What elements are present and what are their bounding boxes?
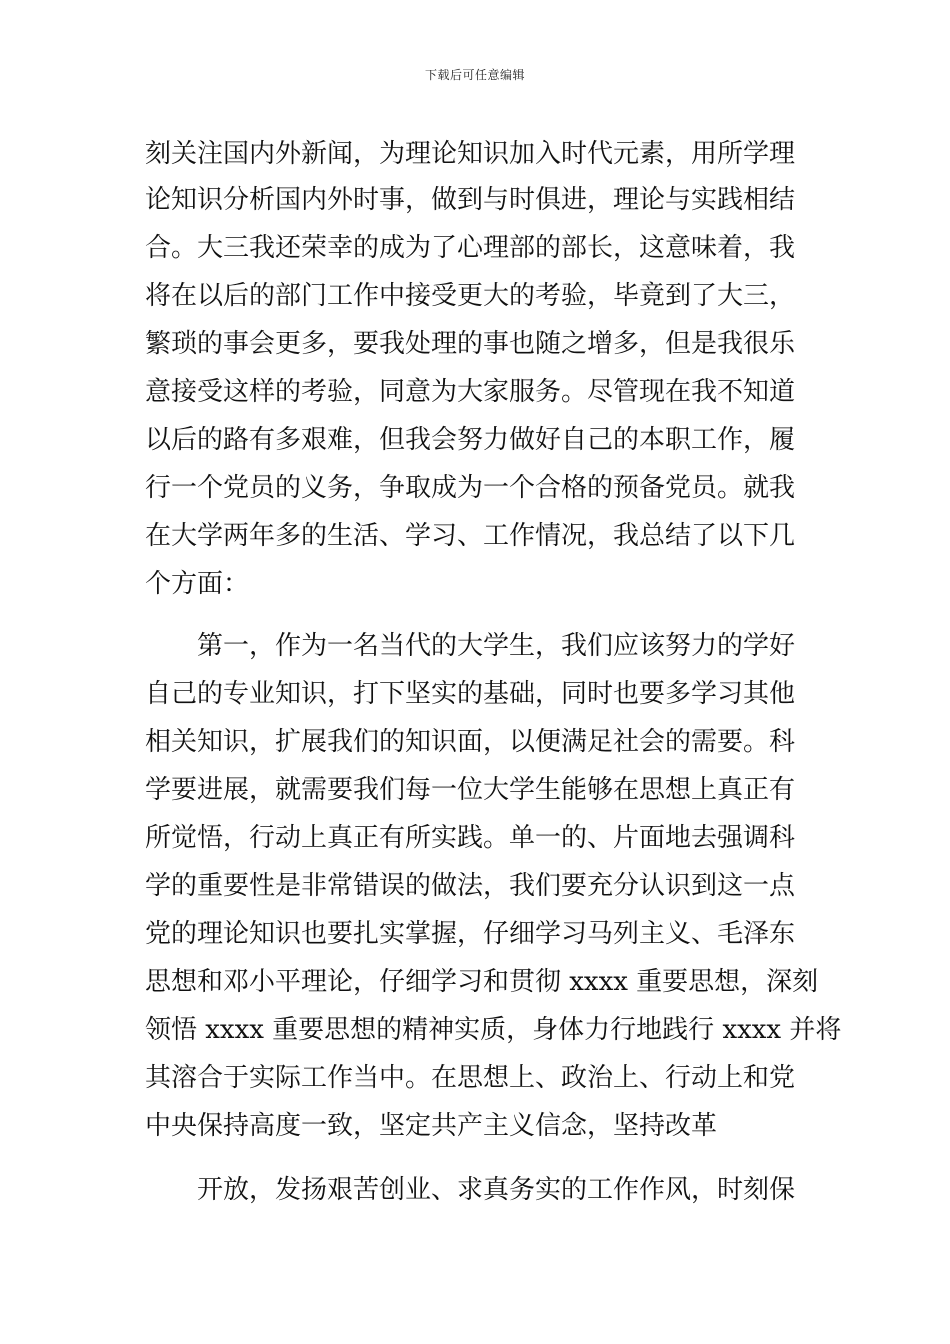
text-line: 论知识分析国内外时事，做到与时俱进，理论与实践相结 <box>145 185 796 215</box>
text-line: 思想和邓小平理论，仔细学习和贯彻 xxxx 重要思想，深刻 <box>145 967 819 997</box>
text-line: 中央保持高度一致，坚定共产主义信念，坚持改革 <box>145 1111 718 1141</box>
text-line: 繁琐的事会更多，要我处理的事也随之增多，但是我很乐 <box>145 329 796 359</box>
text-line: 相关知识，扩展我们的知识面，以便满足社会的需要。科 <box>145 727 796 757</box>
text-line: 以后的路有多艰难，但我会努力做好自己的本职工作，履 <box>145 425 796 455</box>
page-header-note: 下载后可任意编辑 <box>424 68 525 82</box>
text-line: 第一，作为一名当代的大学生，我们应该努力的学好 <box>197 631 796 661</box>
text-line: 学要进展，就需要我们每一位大学生能够在思想上真正有 <box>145 775 796 805</box>
text-line: 自己的专业知识，打下坚实的基础，同时也要多学习其他 <box>145 679 796 709</box>
text-line: 开放，发扬艰苦创业、求真务实的工作作风，时刻保 <box>197 1175 796 1205</box>
text-line: 将在以后的部门工作中接受更大的考验，毕竟到了大三， <box>145 281 796 311</box>
text-line: 刻关注国内外新闻，为理论知识加入时代元素，用所学理 <box>145 139 796 169</box>
text-line: 其溶合于实际工作当中。在思想上、政治上、行动上和党 <box>145 1063 796 1093</box>
text-line: 个方面： <box>145 569 250 599</box>
text-line: 意接受这样的考验，同意为大家服务。尽管现在我不知道 <box>145 377 796 407</box>
text-line: 所觉悟，行动上真正有所实践。单一的、片面地去强调科 <box>145 823 796 853</box>
text-line: 学的重要性是非常错误的做法，我们要充分认识到这一点 <box>145 871 796 901</box>
text-line: 行一个党员的义务，争取成为一个合格的预备党员。就我 <box>145 473 796 503</box>
text-line: 合。大三我还荣幸的成为了心理部的部长，这意味着，我 <box>145 233 796 263</box>
text-line: 在大学两年多的生活、学习、工作情况，我总结了以下几 <box>145 521 796 551</box>
text-line: 党的理论知识也要扎实掌握，仔细学习马列主义、毛泽东 <box>145 919 796 949</box>
text-line: 领悟 xxxx 重要思想的精神实质，身体力行地践行 xxxx 并将 <box>145 1015 842 1045</box>
